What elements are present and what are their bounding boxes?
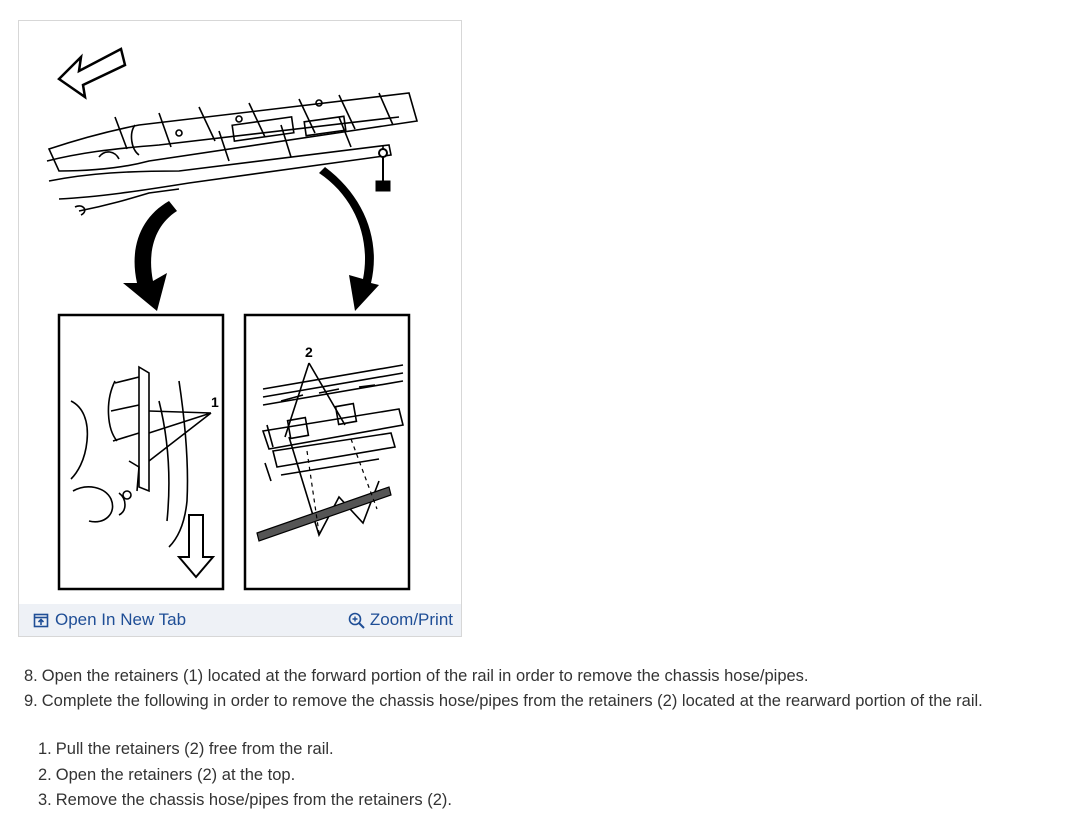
step-number: 9. (24, 692, 38, 710)
step-text: Complete the following in order to remove the chassis hose/pipes from the retainers (2) located at the rearward portion of the rail. (41, 692, 983, 710)
substep-text: Open the retainers (2) at the top. (55, 765, 296, 784)
step-8 (24, 664, 983, 689)
substep-text: Remove the chassis hose/pipes from the retainers (2). (55, 791, 452, 809)
open-new-tab-icon (33, 612, 50, 629)
chassis-rail-illustration (19, 21, 461, 605)
substep-2 (38, 763, 452, 789)
step-number: 8. (24, 667, 38, 685)
substep-text: Pull the retainers (2) free from the rail. (55, 740, 334, 758)
zoom-print-link[interactable] (348, 610, 453, 630)
figure-toolbar (19, 604, 461, 636)
step-text: Open the retainers (1) located at the forward portion of the rail in order to remove the chassis hose/pipes. (41, 667, 809, 685)
procedure-substeps (38, 737, 452, 814)
forward-direction-arrow (59, 49, 125, 97)
zoom-print-label: Zoom/Print (369, 610, 453, 629)
procedure-steps (24, 664, 983, 714)
substep-number: 2. (38, 765, 52, 784)
callout-2: 2 (305, 344, 313, 360)
detail-view-retainer-1 (59, 315, 223, 589)
callout-1: 1 (211, 394, 219, 410)
step-9 (24, 689, 983, 714)
chassis-rail-assembly (47, 93, 417, 215)
detail-view-retainer-2 (245, 315, 409, 589)
substep-number: 1. (38, 740, 52, 758)
detail-arrow-right (319, 167, 379, 311)
substep-3 (38, 788, 452, 814)
open-new-tab-link[interactable] (33, 610, 186, 630)
open-new-tab-label: Open In New Tab (55, 610, 187, 629)
service-figure (18, 20, 462, 637)
detail-arrow-left (123, 201, 177, 311)
substep-number: 3. (38, 791, 52, 809)
zoom-icon (348, 612, 365, 629)
substep-1 (38, 737, 452, 763)
